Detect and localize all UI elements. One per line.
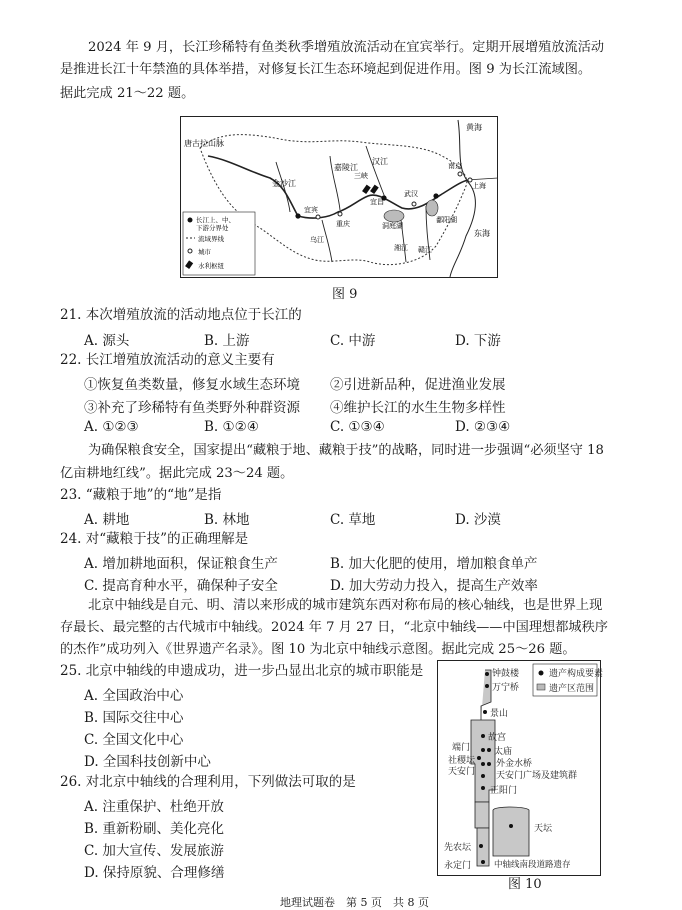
intro-21-line3: 据此完成 21～22 题。 — [60, 86, 195, 101]
svg-text:南京: 南京 — [448, 162, 462, 170]
yangtze-basin-map — [180, 116, 498, 278]
question-26-stem: 26. 对北京中轴线的合理利用，下列做法可取的是 — [60, 774, 356, 790]
q22-statement-4: ④维护长江的水生生物多样性 — [330, 400, 506, 416]
question-21-stem: 21. 本次增殖放流的活动地点位于长江的 — [60, 307, 302, 323]
svg-text:黄海: 黄海 — [466, 123, 482, 132]
label-jingshan: 景山 — [490, 709, 509, 719]
q22-option-b[interactable]: B. ①②④ — [204, 419, 259, 435]
svg-text:流域界线: 流域界线 — [198, 235, 224, 243]
svg-text:长江上、中、: 长江上、中、 — [196, 216, 235, 224]
intro-25-line3: 的杰作”成功列入《世界遗产名录》。图 10 为北京中轴线示意图。据此完成 25～26 题。 — [60, 642, 576, 657]
q25-option-b[interactable]: B. 国际交往中心 — [84, 710, 184, 726]
svg-text:武汉: 武汉 — [404, 190, 418, 198]
q22-option-c[interactable]: C. ①③④ — [330, 419, 385, 435]
q21-option-a[interactable]: A. 源头 — [84, 333, 130, 349]
svg-text:湘江: 湘江 — [394, 244, 408, 252]
svg-text:唐古拉山脉: 唐古拉山脉 — [184, 139, 224, 148]
q21-option-c[interactable]: C. 中游 — [330, 333, 376, 349]
label-tiananmen: 天安门 — [448, 767, 476, 777]
svg-text:三峡: 三峡 — [354, 172, 368, 180]
svg-text:鄱阳湖: 鄱阳湖 — [436, 216, 457, 224]
legend-heritage-elements: 遗产构成要素 — [549, 669, 604, 679]
q21-option-b[interactable]: B. 上游 — [204, 333, 250, 349]
q23-option-b[interactable]: B. 林地 — [204, 512, 250, 528]
q23-option-d[interactable]: D. 沙漠 — [455, 512, 501, 528]
label-waijinshui: 外金水桥 — [496, 759, 533, 769]
intro-25-line2: 存最长、最完整的古代城市中轴线。2024 年 7 月 27 日，“北京中轴线——中国理想都城秩序 — [60, 620, 608, 635]
q25-option-c[interactable]: C. 全国文化中心 — [84, 732, 184, 748]
svg-text:乌江: 乌江 — [310, 236, 324, 244]
label-duanmen: 端门 — [452, 743, 471, 753]
intro-21-line2: 是推进长江十年禁渔的具体举措，对修复长江生态环境起到促进作用。图 9 为长江流域图。 — [60, 62, 592, 77]
q24-option-c[interactable]: C. 提高育种水平，确保种子安全 — [84, 578, 278, 594]
label-xiannong: 先农坛 — [444, 843, 472, 853]
label-sheji: 社稷坛 — [448, 756, 476, 766]
intro-23-line2: 亿亩耕地红线”。据此完成 23～24 题。 — [60, 466, 294, 481]
question-24-stem: 24. 对“藏粮于技”的正确理解是 — [60, 531, 249, 547]
q24-option-b[interactable]: B. 加大化肥的使用，增加粮食单产 — [330, 556, 538, 572]
page-footer: 地理试题卷 第 5 页 共 8 页 — [280, 896, 429, 909]
label-taimiao: 太庙 — [494, 747, 513, 757]
svg-text:金沙江: 金沙江 — [272, 179, 296, 188]
q24-option-d[interactable]: D. 加大劳动力投入，提高生产效率 — [330, 578, 538, 594]
label-tiantan: 天坛 — [534, 824, 553, 834]
q26-option-d[interactable]: D. 保持原貌、合理修缮 — [84, 865, 225, 881]
label-gugong: 故宫 — [488, 733, 507, 743]
question-23-stem: 23. “藏粮于地”的“地”是指 — [60, 487, 222, 503]
svg-text:上海: 上海 — [472, 182, 486, 190]
svg-text:东海: 东海 — [474, 229, 490, 238]
q25-option-a[interactable]: A. 全国政治中心 — [84, 688, 184, 704]
q25-option-d[interactable]: D. 全国科技创新中心 — [84, 754, 211, 770]
svg-text:下游分界处: 下游分界处 — [196, 224, 229, 232]
svg-text:赣江: 赣江 — [418, 246, 432, 254]
intro-25-line1: 北京中轴线是自元、明、清以来形成的城市建筑东西对称布局的核心轴线，也是世界上现 — [88, 598, 603, 613]
figure-10-caption: 图 10 — [508, 877, 542, 892]
label-zhonggulou: 钟鼓楼 — [492, 669, 520, 679]
svg-text:洞庭湖: 洞庭湖 — [382, 222, 403, 230]
q22-statement-1: ①恢复鱼类数量，修复水域生态环境 — [84, 377, 300, 393]
label-wanning: 万宁桥 — [492, 683, 520, 693]
label-nanduan: 中轴线南段道路遗存 — [494, 860, 571, 870]
question-22-stem: 22. 长江增殖放流活动的意义主要有 — [60, 352, 275, 368]
q23-option-c[interactable]: C. 草地 — [330, 512, 376, 528]
q23-option-a[interactable]: A. 耕地 — [84, 512, 130, 528]
q22-option-d[interactable]: D. ②③④ — [455, 419, 511, 435]
svg-text:水利枢纽: 水利枢纽 — [198, 262, 224, 270]
q22-statement-2: ②引进新品种，促进渔业发展 — [330, 377, 506, 393]
q26-option-b[interactable]: B. 重新粉刷、美化亮化 — [84, 821, 225, 837]
svg-text:城市: 城市 — [198, 248, 211, 256]
q26-option-c[interactable]: C. 加大宣传、发展旅游 — [84, 843, 224, 859]
intro-21-line1: 2024 年 9 月，长江珍稀特有鱼类秋季增殖放流活动在宜宾举行。定期开展增殖放流活动 — [88, 40, 605, 55]
label-yongding: 永定门 — [444, 861, 472, 871]
q26-option-a[interactable]: A. 注重保护、杜绝开放 — [84, 799, 224, 815]
svg-text:嘉陵江: 嘉陵江 — [334, 163, 358, 172]
q22-statement-3: ③补充了珍稀特有鱼类野外种群资源 — [84, 400, 300, 416]
label-guangchang: 天安门广场及建筑群 — [496, 771, 578, 781]
intro-23-line1: 为确保粮食安全，国家提出“藏粮于地、藏粮于技”的战略，同时进一步强调“必须坚守 18 — [88, 443, 604, 458]
question-25-stem: 25. 北京中轴线的申遗成功，进一步凸显出北京的城市职能是 — [60, 663, 424, 679]
svg-text:汉江: 汉江 — [372, 157, 388, 166]
q24-option-a[interactable]: A. 增加耕地面积，保证粮食生产 — [84, 556, 278, 572]
q21-option-d[interactable]: D. 下游 — [455, 333, 501, 349]
svg-text:宜宾: 宜宾 — [304, 206, 318, 214]
legend-heritage-area: 遗产区范围 — [549, 684, 595, 694]
svg-text:宜昌: 宜昌 — [370, 198, 384, 206]
label-zhengyang: 正阳门 — [490, 786, 518, 796]
svg-text:重庆: 重庆 — [336, 220, 350, 228]
figure-9-caption: 图 9 — [332, 287, 358, 302]
q22-option-a[interactable]: A. ①②③ — [84, 419, 139, 435]
